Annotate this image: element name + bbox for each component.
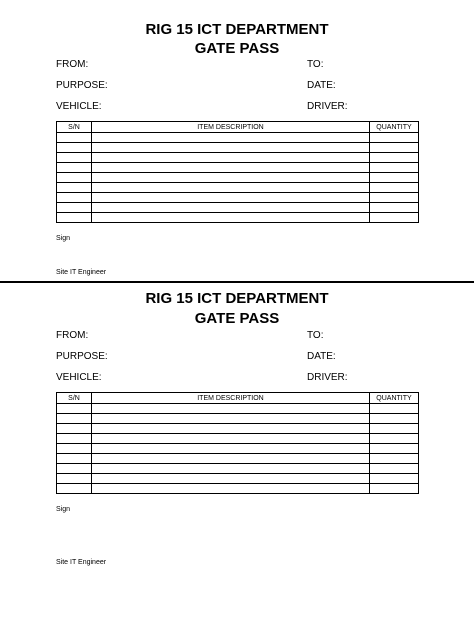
table-row [57, 404, 419, 414]
quantity-cell[interactable] [370, 203, 419, 213]
department-title: RIG 15 ICT DEPARTMENT [145, 21, 329, 38]
purpose-label: PURPOSE: [56, 80, 108, 91]
gate-pass-form-2 [0, 283, 474, 632]
item-description-cell[interactable] [92, 434, 370, 444]
sn-cell[interactable] [57, 203, 92, 213]
item-description-cell[interactable] [92, 404, 370, 414]
item-description-cell[interactable] [92, 464, 370, 474]
site-it-engineer-label: Site IT Engineer [56, 269, 107, 276]
item-description-cell[interactable] [92, 454, 370, 464]
table-row [57, 143, 419, 153]
quantity-header: QUANTITY [370, 122, 419, 133]
item-description-cell[interactable] [92, 163, 370, 173]
quantity-cell[interactable] [370, 454, 419, 464]
sn-cell[interactable] [57, 193, 92, 203]
quantity-cell[interactable] [370, 484, 419, 494]
table-row [57, 464, 419, 474]
item-description-cell[interactable] [92, 444, 370, 454]
item-description-cell[interactable] [92, 193, 370, 203]
table-row [57, 213, 419, 223]
sn-cell[interactable] [57, 404, 92, 414]
items-table [56, 121, 419, 223]
table-row [57, 183, 419, 193]
item-description-cell[interactable] [92, 143, 370, 153]
quantity-cell[interactable] [370, 193, 419, 203]
table-header-row [57, 122, 419, 133]
items-table [56, 392, 419, 494]
table-row [57, 173, 419, 183]
sn-cell[interactable] [57, 424, 92, 434]
to-label: TO: [307, 59, 324, 70]
sn-cell[interactable] [57, 173, 92, 183]
items-table-body [57, 404, 419, 494]
table-row [57, 414, 419, 424]
driver-label: DRIVER: [307, 372, 348, 383]
vehicle-label: VEHICLE: [56, 101, 102, 112]
quantity-header: QUANTITY [370, 393, 419, 404]
from-label: FROM: [56, 330, 89, 341]
table-row [57, 133, 419, 143]
item-description-cell[interactable] [92, 153, 370, 163]
table-row [57, 193, 419, 203]
item-description-cell[interactable] [92, 213, 370, 223]
sn-header: S/N [57, 122, 92, 133]
sn-cell[interactable] [57, 133, 92, 143]
table-row [57, 203, 419, 213]
quantity-cell[interactable] [370, 173, 419, 183]
table-row [57, 424, 419, 434]
form-title: GATE PASS [194, 310, 280, 327]
item-description-header: ITEM DESCRIPTION [92, 393, 370, 404]
table-row [57, 434, 419, 444]
quantity-cell[interactable] [370, 183, 419, 193]
quantity-cell[interactable] [370, 434, 419, 444]
form-title: GATE PASS [194, 40, 280, 57]
date-label: DATE: [307, 80, 336, 91]
items-table-body [57, 133, 419, 223]
site-it-engineer-label: Site IT Engineer [56, 559, 107, 566]
sn-cell[interactable] [57, 163, 92, 173]
purpose-label: PURPOSE: [56, 351, 108, 362]
sn-cell[interactable] [57, 414, 92, 424]
sn-cell[interactable] [57, 444, 92, 454]
table-row [57, 474, 419, 484]
sign-label: Sign [56, 506, 71, 513]
quantity-cell[interactable] [370, 464, 419, 474]
table-row [57, 153, 419, 163]
table-row [57, 163, 419, 173]
quantity-cell[interactable] [370, 474, 419, 484]
table-row [57, 454, 419, 464]
sn-header: S/N [57, 393, 92, 404]
table-header-row [57, 393, 419, 404]
sn-cell[interactable] [57, 434, 92, 444]
sign-label: Sign [56, 235, 71, 242]
department-title: RIG 15 ICT DEPARTMENT [145, 290, 329, 307]
sn-cell[interactable] [57, 464, 92, 474]
table-row [57, 444, 419, 454]
quantity-cell[interactable] [370, 444, 419, 454]
quantity-cell[interactable] [370, 213, 419, 223]
sn-cell[interactable] [57, 183, 92, 193]
quantity-cell[interactable] [370, 404, 419, 414]
date-label: DATE: [307, 351, 336, 362]
quantity-cell[interactable] [370, 163, 419, 173]
vehicle-label: VEHICLE: [56, 372, 102, 383]
table-row [57, 484, 419, 494]
sn-cell[interactable] [57, 454, 92, 464]
item-description-cell[interactable] [92, 414, 370, 424]
item-description-cell[interactable] [92, 474, 370, 484]
quantity-cell[interactable] [370, 414, 419, 424]
item-description-cell[interactable] [92, 183, 370, 193]
sn-cell[interactable] [57, 143, 92, 153]
gate-pass-form-1 [0, 0, 474, 282]
sn-cell[interactable] [57, 213, 92, 223]
from-label: FROM: [56, 59, 89, 70]
quantity-cell[interactable] [370, 153, 419, 163]
item-description-cell[interactable] [92, 173, 370, 183]
quantity-cell[interactable] [370, 143, 419, 153]
item-description-header: ITEM DESCRIPTION [92, 122, 370, 133]
sn-cell[interactable] [57, 153, 92, 163]
sn-cell[interactable] [57, 484, 92, 494]
quantity-cell[interactable] [370, 133, 419, 143]
driver-label: DRIVER: [307, 101, 348, 112]
item-description-cell[interactable] [92, 133, 370, 143]
item-description-cell[interactable] [92, 203, 370, 213]
item-description-cell[interactable] [92, 484, 370, 494]
to-label: TO: [307, 330, 324, 341]
quantity-cell[interactable] [370, 424, 419, 434]
item-description-cell[interactable] [92, 424, 370, 434]
sn-cell[interactable] [57, 474, 92, 484]
